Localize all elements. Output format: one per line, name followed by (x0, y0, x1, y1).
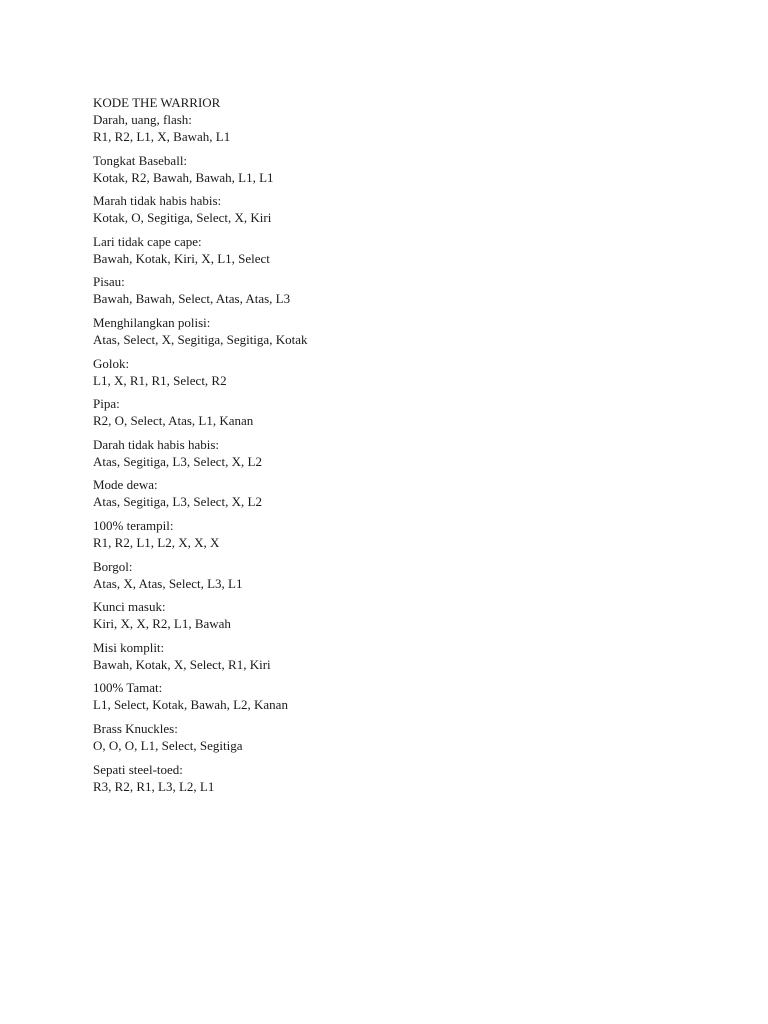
cheat-code: Atas, X, Atas, Select, L3, L1 (93, 575, 243, 591)
cheat-code: R2, O, Select, Atas, L1, Kanan (93, 413, 254, 429)
cheat-entry (93, 273, 733, 307)
cheat-label: Tongkat Baseball: (93, 152, 188, 168)
cheat-entry (93, 517, 733, 551)
cheat-label: Borgol: (93, 558, 133, 574)
cheat-label: Mode dewa: (93, 477, 158, 493)
cheat-entry (93, 314, 733, 348)
cheat-code: O, O, O, L1, Select, Segitiga (93, 737, 243, 753)
cheat-code: L1, X, R1, R1, Select, R2 (93, 372, 227, 388)
cheat-code: Bawah, Kotak, Kiri, X, L1, Select (93, 250, 270, 266)
cheat-label: Darah tidak habis habis: (93, 436, 219, 452)
cheat-label: Lari tidak cape cape: (93, 233, 202, 249)
cheat-code: Atas, Segitiga, L3, Select, X, L2 (93, 494, 262, 510)
cheat-entry (93, 761, 733, 795)
cheat-code: Kotak, O, Segitiga, Select, X, Kiri (93, 210, 272, 226)
cheat-code: R1, R2, L1, X, Bawah, L1 (93, 129, 231, 144)
cheat-label: Misi komplit: (93, 639, 165, 655)
cheat-entry (93, 720, 733, 754)
cheat-code: R3, R2, R1, L3, L2, L1 (93, 778, 215, 794)
cheat-label: Brass Knuckles: (93, 720, 178, 736)
cheat-label: Pipa: (93, 396, 120, 412)
cheat-code: Bawah, Bawah, Select, Atas, Atas, L3 (93, 291, 291, 307)
cheat-code: Kiri, X, X, R2, L1, Bawah (93, 616, 231, 632)
cheat-label: Menghilangkan polisi: (93, 314, 211, 330)
cheat-label: Kunci masuk: (93, 599, 166, 615)
document-title: KODE THE WARRIOR (93, 95, 221, 110)
cheat-label: 100% Tamat: (93, 680, 163, 696)
cheat-entry (93, 679, 733, 713)
cheat-entry (93, 111, 733, 145)
document-page (93, 94, 733, 795)
cheat-entry (93, 152, 733, 186)
cheat-label: Golok: (93, 355, 130, 371)
cheat-entry (93, 233, 733, 267)
cheat-entry (93, 476, 733, 510)
cheat-label: 100% terampil: (93, 517, 174, 533)
cheat-entry (93, 436, 733, 470)
cheat-code: R1, R2, L1, L2, X, X, X (93, 534, 220, 550)
cheat-label: Pisau: (93, 274, 125, 290)
cheat-code: Bawah, Kotak, X, Select, R1, Kiri (93, 656, 271, 672)
cheat-label: Sepati steel-toed: (93, 761, 183, 777)
cheat-entry (93, 395, 733, 429)
cheat-entry (93, 355, 733, 389)
cheat-code: L1, Select, Kotak, Bawah, L2, Kanan (93, 697, 288, 713)
cheat-code: Atas, Select, X, Segitiga, Segitiga, Kotak (93, 331, 308, 347)
cheat-code: Atas, Segitiga, L3, Select, X, L2 (93, 453, 262, 469)
cheat-entry (93, 558, 733, 592)
cheat-entry (93, 598, 733, 632)
cheat-code: Kotak, R2, Bawah, Bawah, L1, L1 (93, 169, 274, 185)
cheat-entry (93, 192, 733, 226)
cheat-label: Darah, uang, flash: (93, 112, 192, 127)
cheat-entry (93, 639, 733, 673)
cheat-label: Marah tidak habis habis: (93, 193, 222, 209)
